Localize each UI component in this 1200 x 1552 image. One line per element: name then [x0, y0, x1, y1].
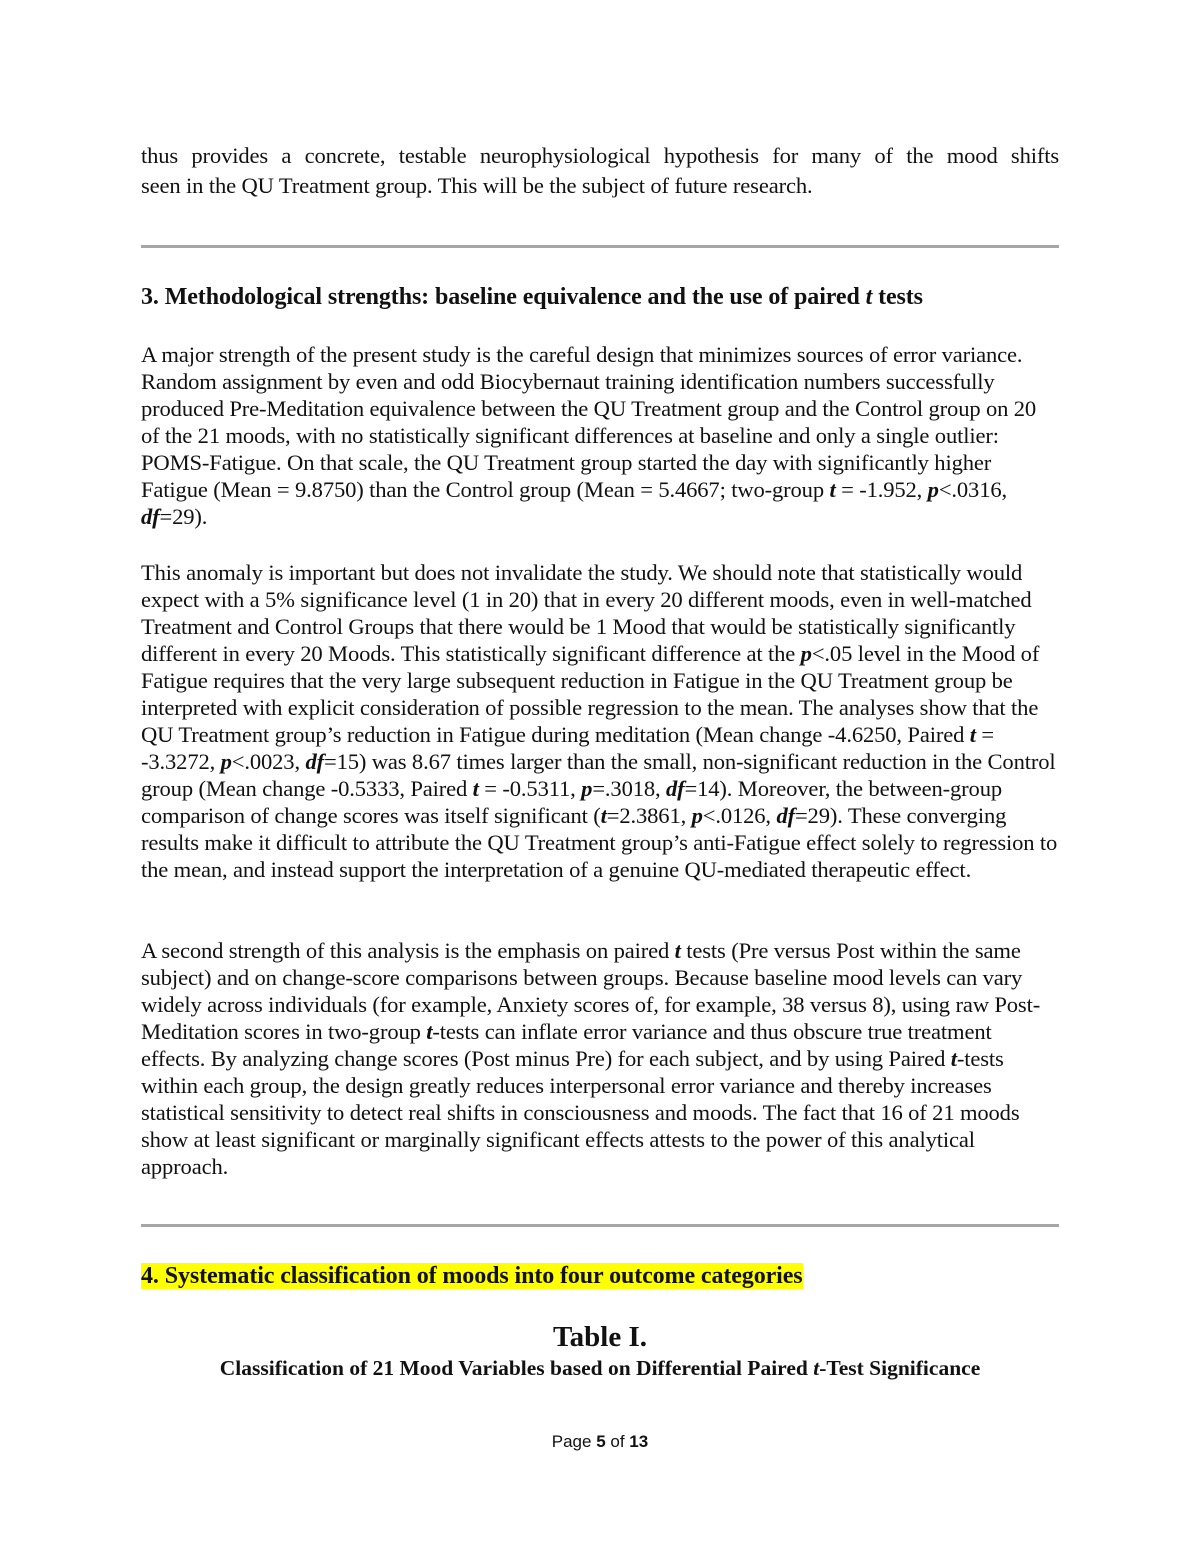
para-3-text: tests (Pre versus Post within the same subject) and on change-score comparisons between groups. Because baseline mood levels can vary widely across individuals (for example, Anxiety scores of, for example, 38 versus 8), using raw Post-Meditation scores in two-group	[141, 938, 1041, 1044]
section-3-paragraph-2	[141, 559, 1059, 883]
para-3-text: A second strength of this analysis is the emphasis on paired	[141, 938, 675, 963]
para-3-text: -tests can inflate error variance and thus obscure true treatment effects. By analyzing change scores (Post minus Pre) for each subject, and by using Paired	[141, 1019, 992, 1071]
table-subtitle-prefix: Classification of 21 Mood Variables based on Differential Paired	[219, 1356, 814, 1380]
df-value: =29).	[159, 504, 208, 529]
df-symbol: df	[666, 776, 685, 801]
total-pages: 13	[629, 1432, 649, 1451]
p-symbol: p	[691, 803, 703, 828]
t-symbol: t	[950, 1046, 957, 1071]
intro-line-2: seen in the QU Treatment group. This will be the subject of future research.	[141, 173, 813, 198]
p-symbol: p	[800, 641, 812, 666]
page-number: 5	[596, 1432, 606, 1451]
para-3-text: -tests within each group, the design greatly reduces interpersonal error variance and thereby increases statistical sensitivity to detect real shifts in consciousness and moods. The fact that 16 of 21 moods show at least significant or marginally significant effects attests to the power of this analytical approach.	[141, 1046, 1020, 1179]
p-value: =.3018,	[592, 776, 667, 801]
t-symbol: t	[829, 477, 836, 502]
section-divider	[141, 1224, 1059, 1227]
t-symbol: t	[600, 803, 607, 828]
t-symbol: t	[426, 1019, 433, 1044]
section-4-heading-text: 4. Systematic classification of moods into four outcome categories	[141, 1263, 803, 1289]
para-2-text: <.05 level in the Mood of Fatigue requires that the very large subsequent reduction in Fatigue in the QU Treatment group be interpreted with explicit consideration of possible regression to the mean. The analyses show that the QU Treatment group’s reduction in Fatigue during meditation (Mean change -4.6250, Paired	[141, 641, 1040, 747]
table-subtitle-italic: t	[813, 1356, 820, 1380]
page-label: Page	[551, 1432, 597, 1451]
t-symbol: t	[472, 776, 479, 801]
table-caption	[0, 1319, 1200, 1381]
section-3-paragraph-3	[141, 937, 1059, 1180]
p-value: <.0023,	[231, 749, 306, 774]
p-value: <.0126,	[702, 803, 777, 828]
t-value: =2.3861,	[606, 803, 692, 828]
p-symbol: p	[581, 776, 593, 801]
t-symbol: t	[969, 722, 976, 747]
section-3-paragraph-1	[141, 341, 1059, 530]
table-title: Table I.	[552, 1321, 648, 1353]
section-3-heading-italic: t	[865, 284, 873, 310]
para-1-text: A major strength of the present study is the careful design that minimizes sources of error variance. Random assignment by even and odd Biocybernaut training identification numbers successfully produced Pre-Meditation equivalence between the QU Treatment group and the Control group on 20 of the 21 moods, with no statistically significant differences at baseline and only a single outlier: POMS-Fatigue. On that scale, the QU Treatment group started the day with significantly higher Fatigue (Mean = 9.8750) than the Control group (Mean = 5.4667; two-group	[141, 342, 1037, 502]
t-symbol: t	[674, 938, 681, 963]
p-value: <.0316,	[938, 477, 1007, 502]
section-divider	[141, 245, 1059, 248]
para-2-text: This anomaly is important but does not invalidate the study. We should note that statistically would expect with a 5% significance level (1 in 20) that in every 20 different moods, even in well-matched Treatment and Control Groups that there would be 1 Mood that would be statistically significantly different in every 20 Moods. This statistically significant difference at the	[141, 560, 1032, 666]
p-symbol: p	[927, 477, 939, 502]
table-subtitle	[0, 1355, 1200, 1381]
df-symbol: df	[776, 803, 795, 828]
section-3-heading	[141, 284, 1059, 311]
intro-paragraph	[141, 142, 1059, 199]
t-value: = -1.952,	[835, 477, 928, 502]
page-footer	[0, 1432, 1200, 1452]
para-2-text: =29). These converging results make it difficult to attribute the QU Treatment group’s anti-Fatigue effect solely to regression to the mean, and instead support the interpretation of a genuine QU-mediated therapeutic effect.	[141, 803, 1058, 882]
p-symbol: p	[220, 749, 232, 774]
section-4-heading	[141, 1263, 1059, 1290]
df-symbol: df	[141, 504, 160, 529]
of-label: of	[605, 1432, 630, 1451]
para-2-text: =15) was 8.67 times larger than the small, non-significant reduction in the Control group (Mean change -0.5333, Paired	[141, 749, 1056, 801]
intro-line-1: thus provides a concrete, testable neurophysiological hypothesis for many of the mood shifts	[141, 143, 1059, 168]
section-3-heading-prefix: 3. Methodological strengths: baseline equivalence and the use of paired	[141, 284, 866, 310]
t-value: = -0.5311,	[478, 776, 582, 801]
table-subtitle-suffix: -Test Significance	[819, 1356, 981, 1380]
section-3-heading-suffix: tests	[872, 284, 923, 310]
para-2-text: =14). Moreover, the between-group comparison of change scores was itself significant (	[141, 776, 1002, 828]
df-symbol: df	[305, 749, 324, 774]
t-value: = -3.3272,	[141, 722, 994, 774]
